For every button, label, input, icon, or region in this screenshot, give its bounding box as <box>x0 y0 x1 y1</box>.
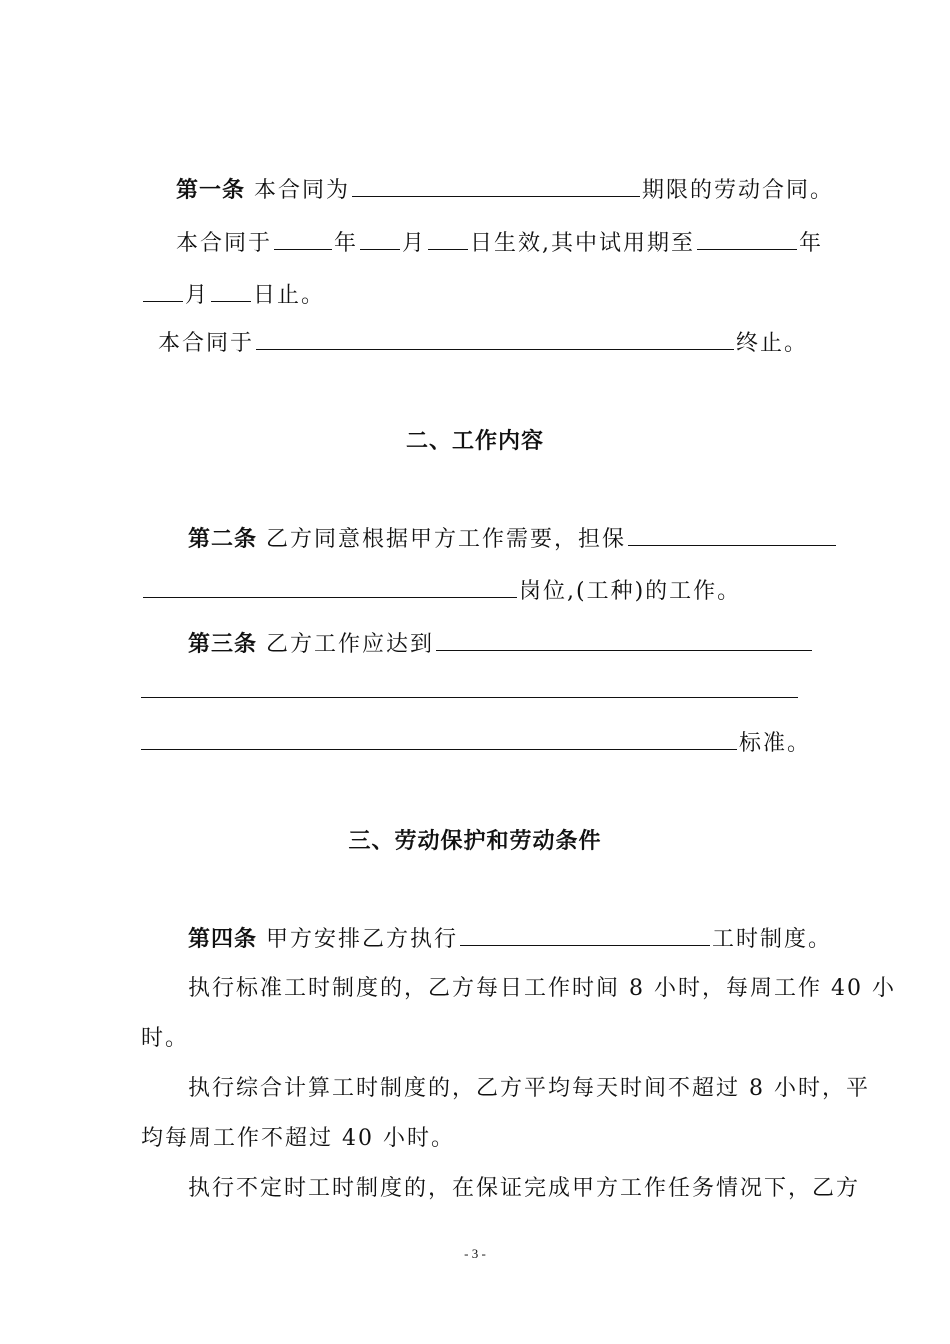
contract-term-blank[interactable] <box>352 174 640 197</box>
article-1-line-2 <box>176 227 823 260</box>
year-label: 年 <box>334 231 359 256</box>
section-3-title: 三、劳动保护和劳动条件 <box>348 829 602 854</box>
article-1-line-1 <box>176 174 834 207</box>
work-hours-system-blank[interactable] <box>460 923 710 946</box>
standard-hours-line-2: 时。 <box>141 1026 190 1051</box>
flexible-hours-line-1: 执行不定时工时制度的，在保证完成甲方工作任务情况下，乙方 <box>188 1176 861 1201</box>
termination-label: 本合同于 <box>158 331 255 356</box>
article-1-text-b: 期限的劳动合同。 <box>642 178 835 203</box>
comprehensive-hours-line-2: 均每周工作不超过 40 小时。 <box>141 1126 455 1151</box>
article-2-text-2: 岗位,(工种)的工作。 <box>519 579 742 604</box>
article-4-line-1 <box>188 923 832 956</box>
article-1-line-3 <box>141 279 325 312</box>
position-blank-1[interactable] <box>628 523 836 546</box>
year-label-2: 年 <box>799 231 824 256</box>
probation-label: 日生效,其中试用期至 <box>470 231 696 256</box>
article-1-line-4 <box>158 327 808 360</box>
article-2-heading: 第二条 <box>188 527 258 552</box>
page-number: - 3 - <box>464 1246 486 1261</box>
article-3-heading: 第三条 <box>188 632 258 657</box>
standard-blank-2[interactable] <box>141 697 798 698</box>
termination-date-blank[interactable] <box>256 327 734 350</box>
article-2-line-2 <box>141 575 741 608</box>
article-1-text-a: 本合同为 <box>254 178 351 203</box>
month-label: 月 <box>402 231 427 256</box>
standard-blank-1[interactable] <box>436 628 812 651</box>
position-blank-2[interactable] <box>143 575 517 598</box>
start-year-blank[interactable] <box>274 227 332 250</box>
probation-month-blank[interactable] <box>143 279 183 302</box>
effective-date-label: 本合同于 <box>176 231 273 256</box>
article-2-line-1 <box>188 523 838 556</box>
standard-hours-line-1: 执行标准工时制度的，乙方每日工作时间 8 小时，每周工作 40 小 <box>188 976 896 1001</box>
article-3-line-3 <box>141 727 811 760</box>
article-3-end: 标准。 <box>739 731 812 756</box>
standard-blank-3[interactable] <box>141 727 737 750</box>
probation-year-blank[interactable] <box>697 227 797 250</box>
article-4-heading: 第四条 <box>188 927 258 952</box>
probation-day-blank[interactable] <box>211 279 251 302</box>
termination-end-label: 终止。 <box>736 331 809 356</box>
article-2-text: 乙方同意根据甲方工作需要，担保 <box>266 527 627 552</box>
article-3-line-1 <box>188 628 814 661</box>
comprehensive-hours-line-1: 执行综合计算工时制度的，乙方平均每天时间不超过 8 小时，平 <box>188 1076 870 1101</box>
section-2-title: 二、工作内容 <box>405 429 544 454</box>
article-3-text: 乙方工作应达到 <box>266 632 435 657</box>
day-end-label: 日止。 <box>253 283 326 308</box>
article-4-text-b: 工时制度。 <box>712 927 833 952</box>
start-month-blank[interactable] <box>360 227 400 250</box>
article-1-heading: 第一条 <box>176 178 246 203</box>
start-day-blank[interactable] <box>428 227 468 250</box>
article-4-text-a: 甲方安排乙方执行 <box>266 927 459 952</box>
month-label-2: 月 <box>185 283 210 308</box>
